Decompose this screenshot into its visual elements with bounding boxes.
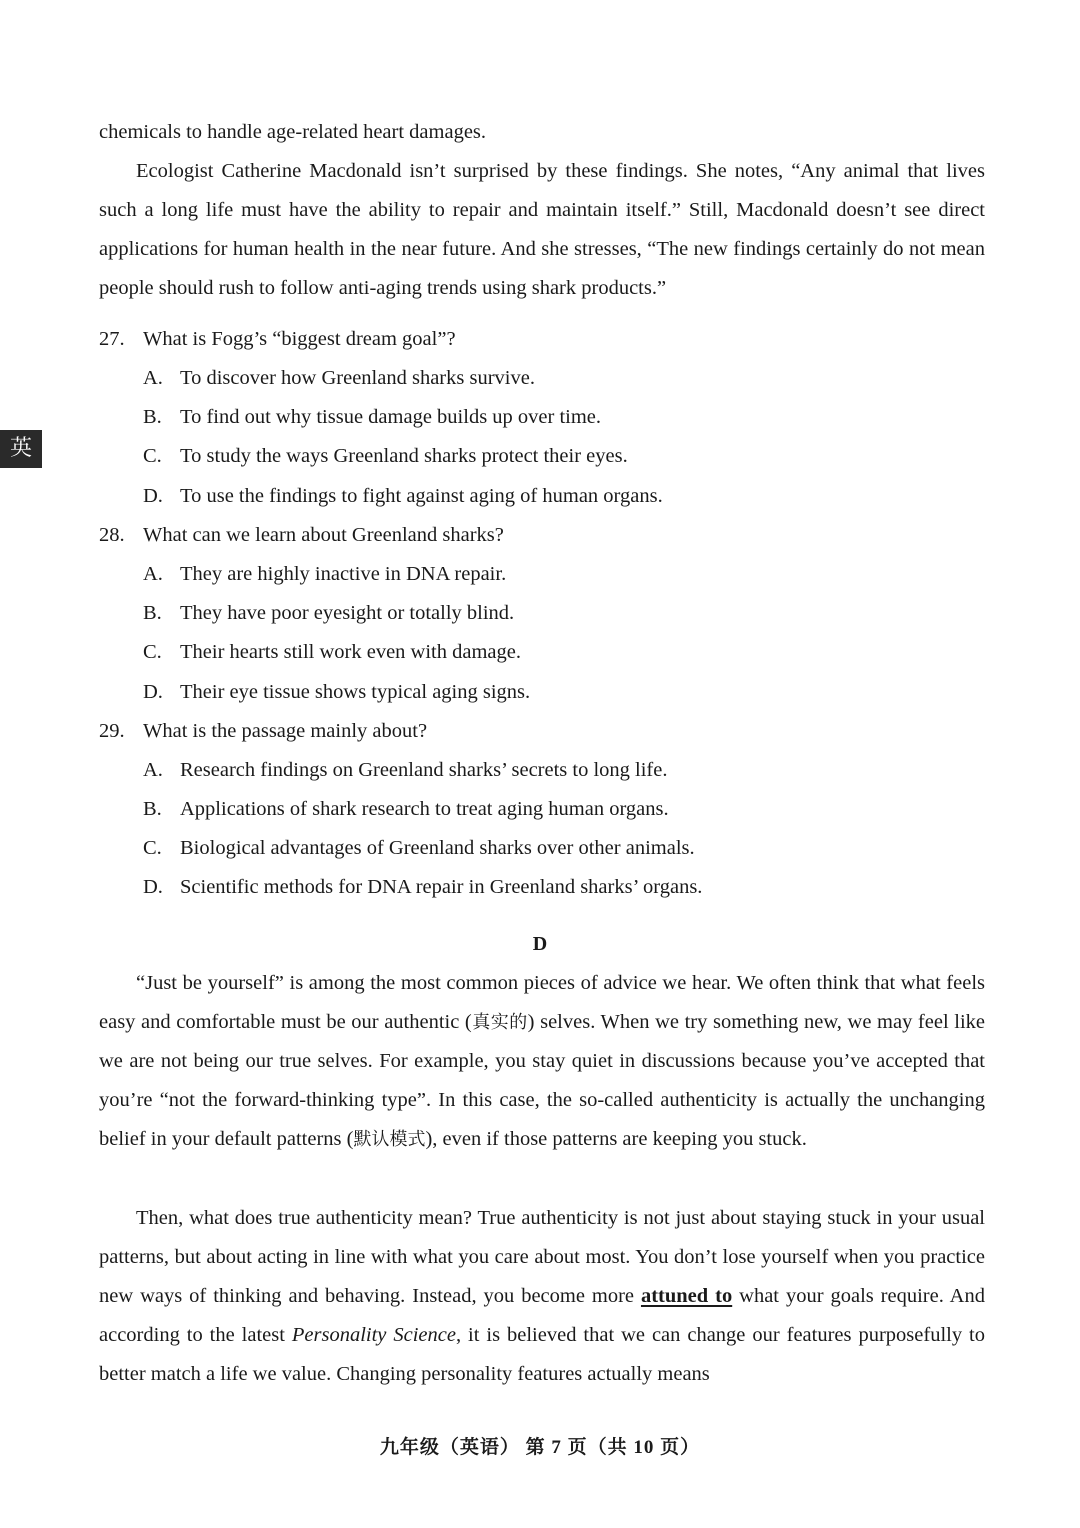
section-d-paragraph-1: “Just be yourself” is among the most common pieces of advice we hear. We often think that what feels easy and comfortable must be our authentic (真实的) selves. When we try something new, we may feel like we are not being our true selves. For example, you stay quiet in discussions because you’ve accepted that you’re “not the forward-thinking type”. In this case, the so-called authenticity is actually the unchanging belief in your default patterns (默认模式), even if those patterns are keeping you stuck. bbox=[99, 972, 985, 1150]
chinese-gloss: 真实的 bbox=[471, 1012, 528, 1033]
page-footer: 九年级（英语） 第 7 页（共 10 页） bbox=[379, 1437, 701, 1458]
question-number: 27. bbox=[99, 328, 125, 350]
question-stem: What can we learn about Greenland sharks? bbox=[143, 524, 504, 546]
option-28c[interactable]: C. Their hearts still work even with damage. bbox=[143, 641, 521, 663]
question-27 bbox=[99, 327, 456, 351]
passage-c-last-line: chemicals to handle age-related heart damages. bbox=[99, 121, 487, 143]
question-stem: What is the passage mainly about? bbox=[143, 720, 428, 742]
question-28 bbox=[99, 523, 504, 547]
subject-side-tab: 英 bbox=[0, 430, 42, 468]
section-d-paragraph-2: Then, what does true authenticity mean? True authenticity is not just about staying stuck in your usual patterns, but about acting in line with what you care about most. You don’t lose yourself when you practice new ways of thinking and behaving. Instead, you become more attuned to what your goals require. And according to the latest Personality Science, it is believed that we can change our features purposefully to better match a life we value. Changing personality features actually means bbox=[99, 1207, 985, 1385]
section-d-title: D bbox=[532, 933, 548, 955]
option-28b[interactable]: B. They have poor eyesight or totally blind. bbox=[143, 602, 515, 624]
option-29a[interactable]: A. Research findings on Greenland sharks’ secrets to long life. bbox=[143, 759, 668, 781]
option-28d[interactable]: D. Their eye tissue shows typical aging signs. bbox=[143, 681, 531, 703]
question-number: 29. bbox=[99, 720, 125, 742]
option-27c[interactable]: C. To study the ways Greenland sharks protect their eyes. bbox=[143, 445, 628, 467]
option-29d[interactable]: D. Scientific methods for DNA repair in Greenland sharks’ organs. bbox=[143, 876, 703, 898]
option-27d[interactable]: D. To use the findings to fight against aging of human organs. bbox=[143, 485, 663, 507]
question-stem: What is Fogg’s “biggest dream goal”? bbox=[143, 328, 456, 350]
option-29b[interactable]: B. Applications of shark research to treat aging human organs. bbox=[143, 798, 669, 820]
question-number: 28. bbox=[99, 524, 125, 546]
journal-title: Personality Science bbox=[291, 1324, 456, 1346]
option-27a[interactable]: A. To discover how Greenland sharks survive. bbox=[143, 367, 535, 389]
underlined-keyword: attuned to bbox=[640, 1285, 733, 1307]
option-28a[interactable]: A. They are highly inactive in DNA repair. bbox=[143, 563, 507, 585]
chinese-gloss: 默认模式 bbox=[353, 1129, 426, 1150]
option-29c[interactable]: C. Biological advantages of Greenland sharks over other animals. bbox=[143, 837, 695, 859]
option-27b[interactable]: B. To find out why tissue damage builds up over time. bbox=[143, 406, 602, 428]
question-29 bbox=[99, 719, 427, 743]
passage-c-paragraph: Ecologist Catherine Macdonald isn’t surprised by these findings. She notes, “Any animal that lives such a long life must have the ability to repair and maintain itself.” Still, Macdonald doesn’t see direct applications for human health in the near future. And she stresses, “The new findings certainly do not mean people should rush to follow anti-aging trends using shark products.” bbox=[99, 160, 985, 299]
